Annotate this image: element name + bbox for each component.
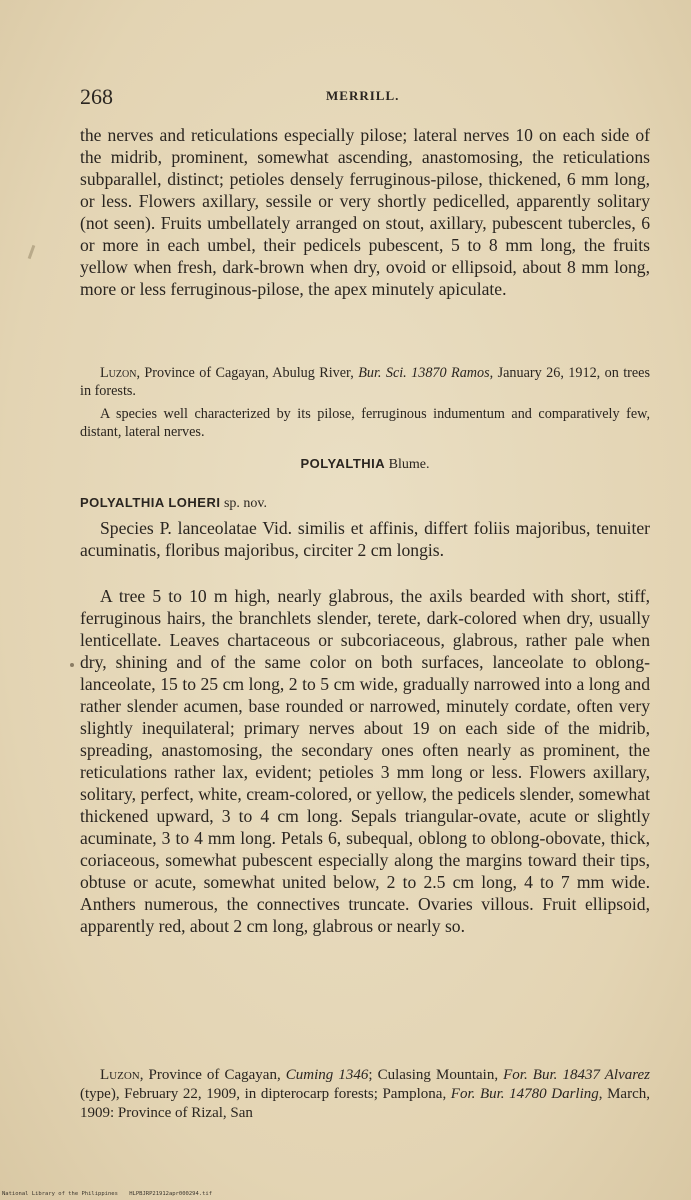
specimen-region: Luzon	[100, 365, 137, 381]
continuation-paragraph: the nerves and reticulations especially pilose; lateral nerves 10 on each side of the midrib, prominent, somewhat ascending, anastomosing, the reticulations subparallel, distinct; petioles densely ferruginous-pilose, thickened, 6 mm long, or less. Flowers axillary, sessile or very shortly pedicelled, apparently solitary (not seen). Fruits umbellately arranged on stout, axillary, pubescent tubercles, 6 or more in each umbel, their pedicels pubescent, 5 to 8 mm long, the fruits yellow when fresh, dark-brown when dry, ovoid or ellipsoid, about 8 mm long, more or less ferruginous-pilose, the apex minutely apiculate.	[80, 125, 650, 299]
genus-author: Blume.	[385, 457, 430, 472]
latin-diagnosis-block	[80, 517, 650, 561]
collection-number: For. Bur. 14780 Darling	[450, 1086, 599, 1102]
specimen-citation-2	[80, 1066, 650, 1123]
collection-number: For. Bur. 18437 Alvarez	[503, 1067, 650, 1083]
description-block	[80, 585, 650, 937]
specimen-region: Luzon	[100, 1067, 140, 1083]
specimen-text: , Province of Cagayan, Abulug River,	[136, 365, 359, 381]
genus-name: POLYALTHIA	[300, 456, 386, 471]
library-credit: National Library of the Philippines	[2, 1191, 118, 1197]
species-heading	[80, 495, 267, 512]
specimen-text: , January 26, 1912, on trees in forests.	[80, 365, 651, 399]
specimen-text: (type), February 22, 1909, in dipterocarp forests; Pamplona,	[80, 1086, 451, 1102]
collection-number: Bur. Sci. 13870 Ramos	[358, 365, 490, 381]
specimen-text: , March, 1909: Province of Rizal, San	[80, 1086, 650, 1121]
page-number: 268	[80, 84, 113, 109]
specimen-text: ; Culasing Mountain,	[368, 1067, 504, 1083]
species-name: POLYALTHIA LOHERI	[80, 495, 221, 510]
scan-filename: HLPBJRP21912apr000294.tif	[129, 1191, 213, 1197]
continuation-block	[80, 124, 650, 300]
latin-diagnosis: Species P. lanceolatae Vid. similis et affinis, differt foliis majoribus, tenuiter acuminatis, floribus majoribus, circiter 2 cm longis.	[80, 518, 650, 560]
collection-number: Cuming 1346	[285, 1067, 369, 1083]
specimen-text: , Province of Cagayan,	[139, 1067, 286, 1083]
paper-spot	[70, 663, 74, 667]
scan-footer	[2, 1191, 220, 1197]
remark-paragraph: A species well characterized by its pilose, ferruginous indumentum and comparatively few, distant, lateral nerves.	[80, 406, 650, 440]
genus-heading	[80, 456, 650, 473]
species-status: sp. nov.	[220, 496, 267, 511]
page-header	[80, 84, 650, 114]
remark-block	[80, 405, 650, 441]
species-description: A tree 5 to 10 m high, nearly glabrous, the axils bearded with short, stiff, ferruginous hairs, the branchlets slender, terete, dark-colored when dry, usually lenticellate. Leaves chartaceous or subcoriaceous, glabrous, rather pale when dry, shining and of the same color on both surfaces, lanceolate to oblong-lanceolate, 15 to 25 cm long, 2 to 5 cm wide, gradually narrowed into a long and rather slender acumen, base rounded or narrowed, minutely cordate, often very slightly inequilateral; primary nerves about 19 on each side of the midrib, spreading, anastomosing, the secondary ones often nearly as prominent, the reticulations rather lax, evident; petioles 3 mm long or less. Flowers axillary, solitary, perfect, white, cream-colored, or yellow, the pedicels slender, somewhat thickened upward, 3 to 4 cm long. Sepals triangular-ovate, acute or slightly acuminate, 3 to 4 mm long. Petals 6, subequal, oblong to oblong-obovate, thick, coriaceous, somewhat pubescent especially along the margins toward their tips, obtuse or acute, somewhat united below, 2 to 2.5 cm long, 4 to 7 mm wide. Anthers numerous, the connectives truncate. Ovaries villous. Fruit ellipsoid, apparently red, about 2 cm long, glabrous or nearly so.	[80, 586, 650, 936]
running-head: MERRILL.	[326, 88, 400, 103]
specimen-citation-1	[80, 364, 650, 400]
paper-blemish	[28, 245, 36, 259]
